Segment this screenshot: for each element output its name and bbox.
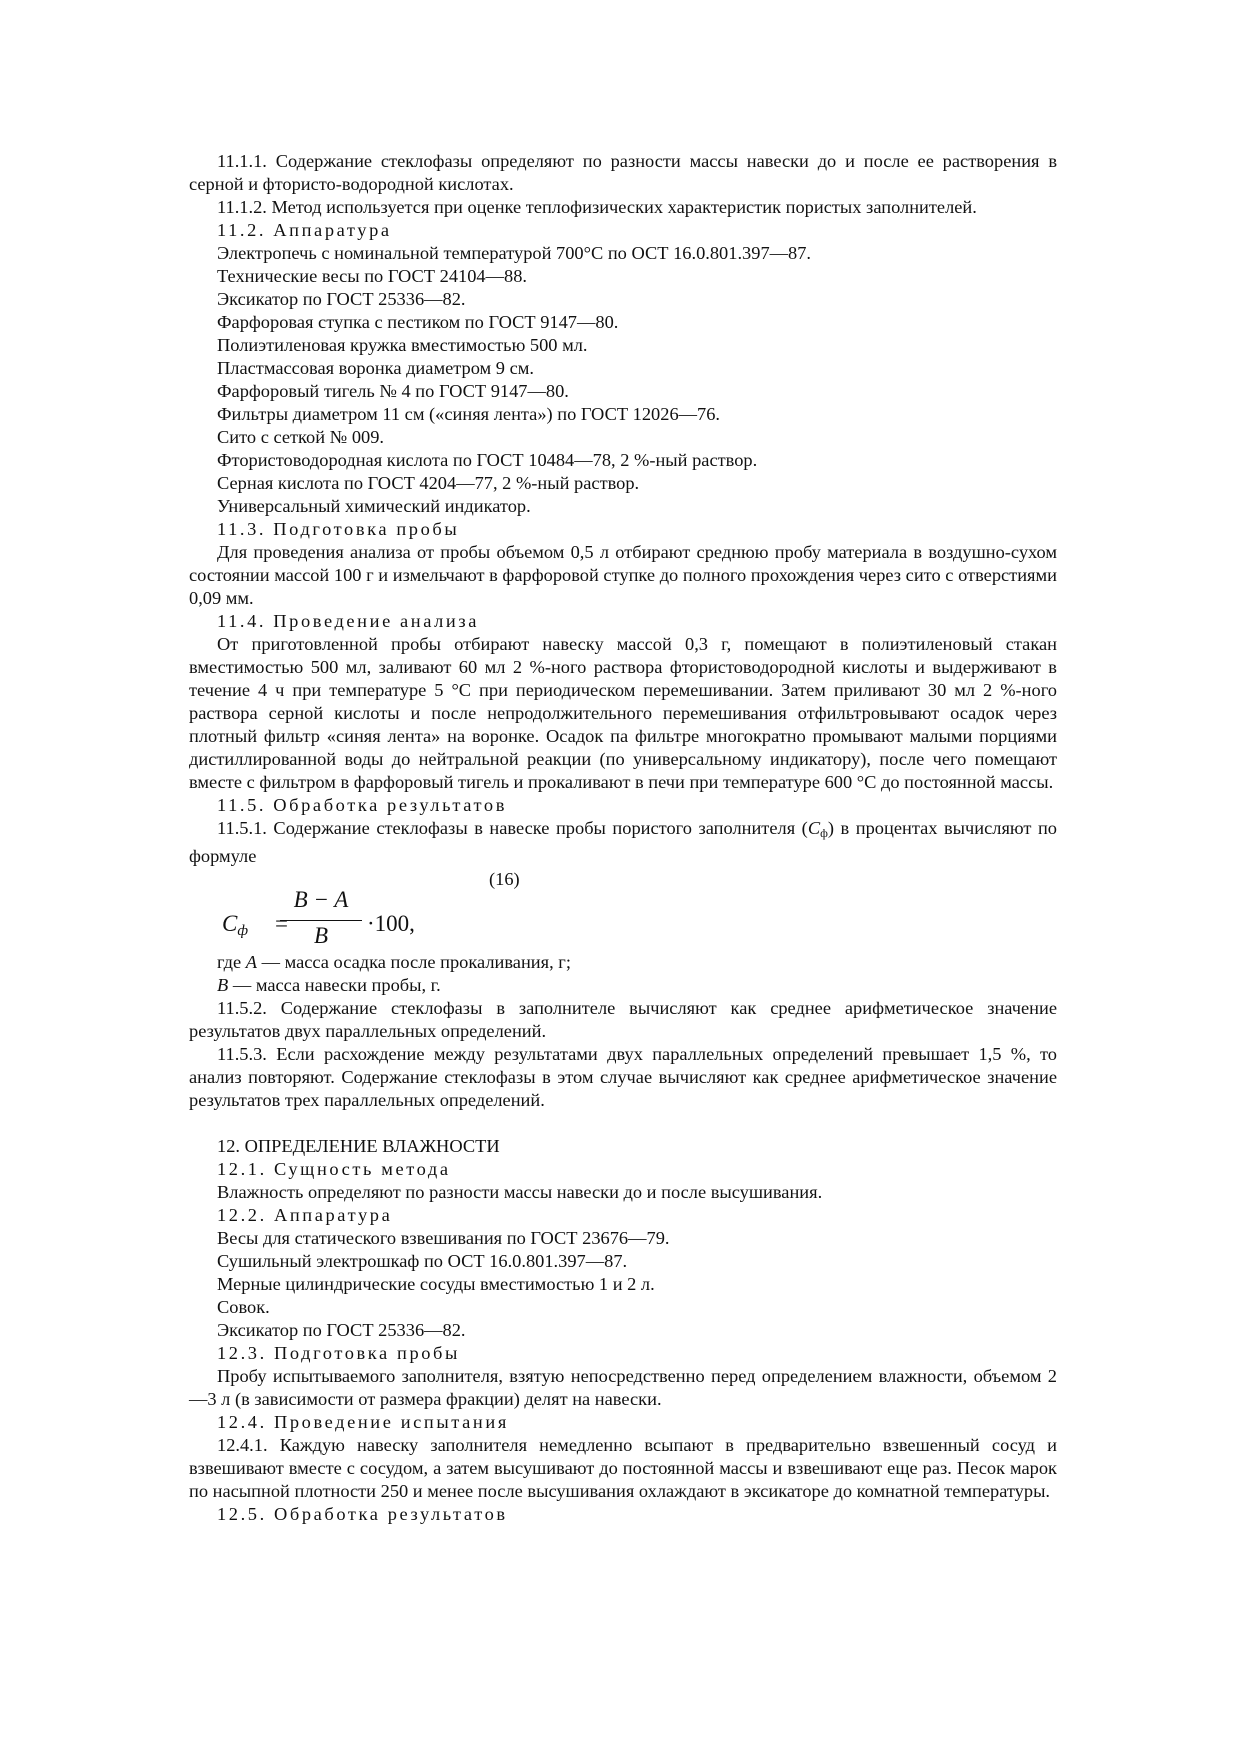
apparatus-item: Фтористоводородная кислота по ГОСТ 10484—78, 2 %-ный раствор.	[217, 450, 758, 470]
apparatus-item: Эксикатор по ГОСТ 25336—82.	[217, 289, 466, 309]
equation-number: (16)	[489, 869, 520, 889]
apparatus-item: Мерные цилиндрические сосуды вместимостью 1 и 2 л.	[217, 1274, 655, 1294]
apparatus-item: Технические весы по ГОСТ 24104—88.	[217, 266, 527, 286]
paragraph-11-5-1-start: 11.5.1. Содержание стеклофазы в навеске пробы пористого заполнителя (	[217, 818, 808, 838]
symbol-subscript: ф	[820, 826, 828, 840]
definition-a	[189, 951, 1057, 974]
chapter-heading-12: 12. ОПРЕДЕЛЕНИЕ ВЛАЖНОСТИ	[217, 1136, 500, 1156]
section-heading-results: 11.5. Обработка результатов	[217, 795, 507, 815]
apparatus-item: Весы для статического взвешивания по ГОСТ 23676—79.	[217, 1228, 670, 1248]
apparatus-item: Сито с сеткой № 009.	[217, 427, 385, 447]
symbol-a: А	[245, 952, 257, 972]
paragraph-sample-prep: Для проведения анализа от пробы объемом 0,5 л отбирают среднюю пробу материала в воздушно-сухом состоянии массой 100 г и измельчают в фарфоровой ступке до полного прохождения через сито с отверстиями 0,09 мм.	[189, 542, 1057, 608]
definition-where: где	[217, 952, 246, 972]
formula-fraction-bar	[280, 920, 362, 921]
paragraph-12-4-1: 12.4.1. Каждую навеску заполнителя немедленно всыпают в предварительно взвешенный сосуд и взвешивают вместе с сосудом, а затем высушивают до постоянной массы и взвешивают еще раз. Песок марок по насыпной плотности 250 и менее после высушивания охлаждают в эксикаторе до комнатной температуры.	[189, 1435, 1057, 1501]
formula-lhs-symbol: C	[222, 911, 238, 936]
apparatus-item: Сушильный электрошкаф по ОСТ 16.0.801.397—87.	[217, 1251, 628, 1271]
apparatus-item: Фарфоровый тигель № 4 по ГОСТ 9147—80.	[217, 381, 569, 401]
paragraph-11-1-1: 11.1.1. Содержание стеклофазы определяют по разности массы навески до и после ее растворения в серной и фтористо-водородной кислотах.	[189, 151, 1057, 194]
paragraph-11-5-1-end: ) в процентах вычисляют по формуле	[189, 818, 1058, 866]
section-heading-12-2: 12.2. Аппаратура	[217, 1205, 393, 1225]
apparatus-item: Фильтры диаметром 11 см («синяя лента») по ГОСТ 12026—76.	[217, 404, 721, 424]
section-heading-12-3: 12.3. Подготовка пробы	[217, 1343, 460, 1363]
apparatus-item: Эксикатор по ГОСТ 25336—82.	[217, 1320, 466, 1340]
section-heading-apparatus: 11.2. Аппаратура	[217, 220, 392, 240]
apparatus-item: Пластмассовая воронка диаметром 9 см.	[217, 358, 534, 378]
formula-multiplier: ·100,	[367, 911, 415, 936]
paragraph-11-5-3: 11.5.3. Если расхождение между результатами двух параллельных определений превышает 1,5 %, то анализ повторяют. Содержание стеклофазы в этом случае вычисляют как среднее арифметическое значение результатов трех параллельных определений.	[189, 1044, 1057, 1110]
apparatus-item: Полиэтиленовая кружка вместимостью 500 мл.	[217, 335, 588, 355]
paragraph-analysis: От приготовленной пробы отбирают навеску массой 0,3 г, помещают в полиэтиленовый стакан вместимостью 500 мл, заливают 60 мл 2 %-ного раствора фтористоводородной кислоты и выдерживают в течение 4 ч при температуре 5 °С при периодическом перемешивании. Затем приливают 30 мл 2 %-ного раствора серной кислоты и после непродолжительного перемешивания отфильтровывают осадок через плотный фильтр «синяя лента» на воронке. Осадок па фильтре многократно промывают малыми порциями дистиллированной воды до нейтральной реакции (по универсальному индикатору), после чего помещают вместе с фильтром в фарфоровый тигель и прокаливают в печи при температуре 600 °С до постоянной массы.	[189, 634, 1057, 792]
section-heading-12-5: 12.5. Обработка результатов	[217, 1504, 508, 1524]
formula-16	[189, 887, 1057, 951]
apparatus-item: Универсальный химический индикатор.	[217, 496, 531, 516]
document-page	[189, 150, 1057, 1526]
formula-equals: =	[275, 911, 288, 936]
paragraph-11-1-2: 11.1.2. Метод используется при оценке теплофизических характеристик пористых заполнителей.	[217, 197, 977, 217]
section-heading-12-4: 12.4. Проведение испытания	[217, 1412, 509, 1432]
definition-b-text: — масса навески пробы, г.	[228, 975, 441, 995]
paragraph-12-1: Влажность определяют по разности массы навески до и после высушивания.	[217, 1182, 823, 1202]
definition-a-text: — масса осадка после прокаливания, г;	[256, 952, 571, 972]
section-heading-12-1: 12.1. Сущность метода	[217, 1159, 451, 1179]
formula-denominator: B	[313, 923, 329, 948]
apparatus-item: Фарфоровая ступка с пестиком по ГОСТ 9147—80.	[217, 312, 619, 332]
symbol-b: В	[217, 975, 229, 995]
paragraph-11-5-1	[189, 817, 1057, 868]
formula-lhs-subscript: ф	[237, 923, 248, 939]
paragraph-12-3: Пробу испытываемого заполнителя, взятую непосредственно перед определением влажности, объемом 2—3 л (в зависимости от размера фракции) делят на навески.	[189, 1366, 1057, 1409]
formula-numerator: B − A	[293, 887, 349, 912]
paragraph-11-5-2: 11.5.2. Содержание стеклофазы в заполнителе вычисляют как среднее арифметическое значение результатов двух параллельных определений.	[189, 998, 1057, 1041]
section-heading-analysis: 11.4. Проведение анализа	[217, 611, 480, 631]
definition-b	[189, 974, 1057, 997]
apparatus-item: Серная кислота по ГОСТ 4204—77, 2 %-ный раствор.	[217, 473, 640, 493]
apparatus-item: Совок.	[217, 1297, 270, 1317]
section-heading-sample-prep: 11.3. Подготовка пробы	[217, 519, 460, 539]
apparatus-item: Электропечь с номинальной температурой 700°С по ОСТ 16.0.801.397—87.	[217, 243, 812, 263]
formula-lhs	[222, 912, 248, 943]
symbol-c: C	[807, 818, 821, 838]
